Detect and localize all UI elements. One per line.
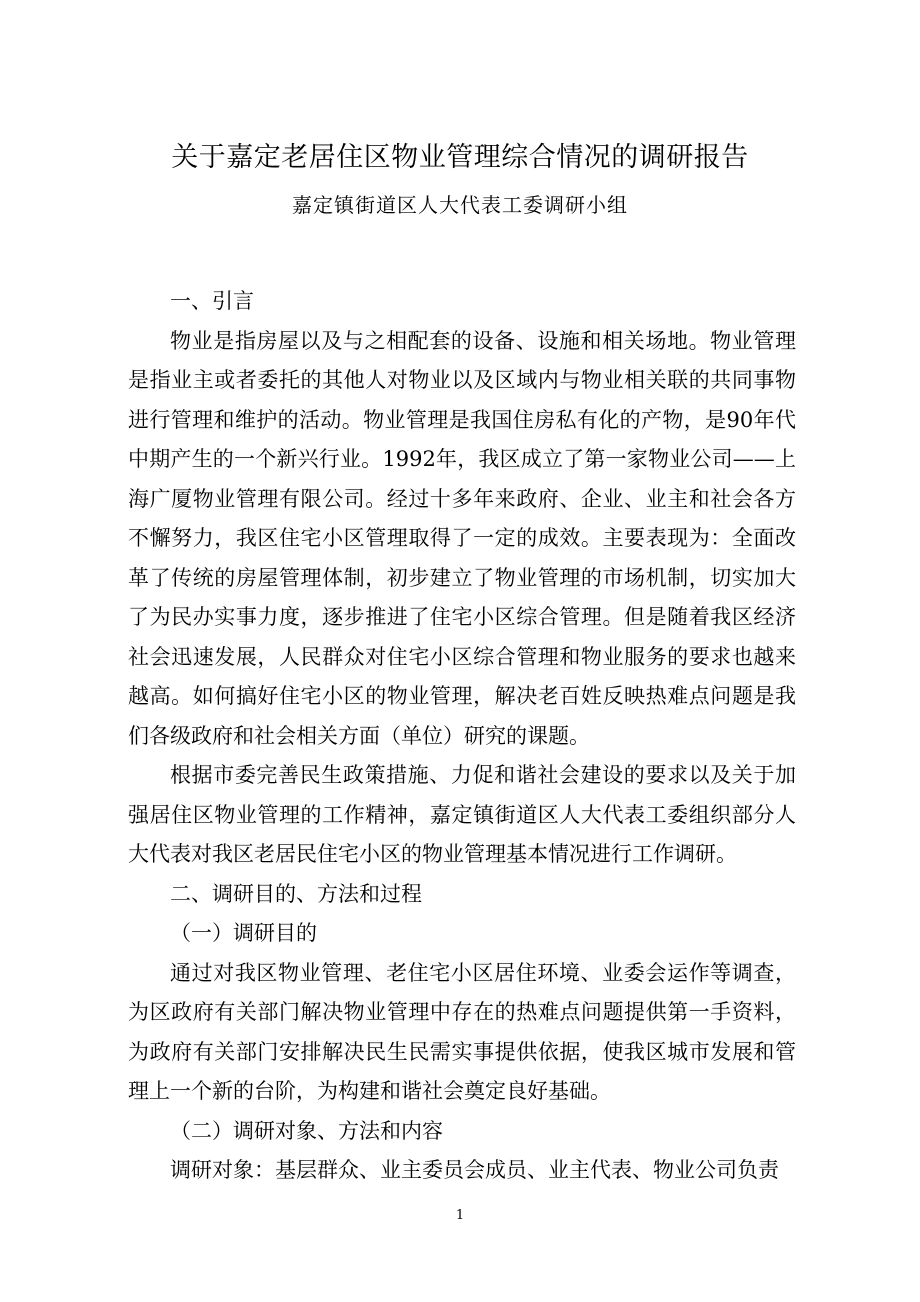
paragraph: 物业是指房屋以及与之相配套的设备、设施和相关场地。物业管理是指业主或者委托的其他人对物业以及区域内与物业相关联的共同事物进行管理和维护的活动。物业管理是我国住房私有化的产物，是90年代中期产生的一个新兴行业。1992年，我区成立了第一家物业公司——上海广厦物业管理有限公司。经过十多年来政府、企业、业主和社会各方不懈努力，我区住宅小区管理取得了一定的成效。主要表现为：全面改革了传统的房屋管理体制，初步建立了物业管理的市场机制，切实加大了为民办实事力度，逐步推进了住宅小区综合管理。但是随着我区经济社会迅速发展，人民群众对住宅小区综合管理和物业服务的要求也越来越高。如何搞好住宅小区的物业管理，解决老百姓反映热难点问题是我们各级政府和社会相关方面（单位）研究的课题。: [128, 328, 796, 748]
subsection-heading-purpose: （一）调研目的: [170, 921, 317, 945]
section-heading-introduction: 一、引言: [170, 289, 254, 313]
document-title: 关于嘉定老居住区物业管理综合情况的调研报告: [171, 142, 749, 173]
document-subtitle: 嘉定镇街道区人大代表工委调研小组: [292, 193, 628, 217]
paragraph: 根据市委完善民生政策措施、力促和谐社会建设的要求以及关于加强居住区物业管理的工作精神，嘉定镇街道区人大代表工委组织部分人大代表对我区老居民住宅小区的物业管理基本情况进行工作调研。: [128, 763, 796, 866]
subsection-heading-objects-methods: （二）调研对象、方法和内容: [170, 1118, 443, 1143]
paragraph: 通过对我区物业管理、老住宅小区居住环境、业委会运作等调查，为区政府有关部门解决物业管理中存在的热难点问题提供第一手资料，为政府有关部门安排解决民生民需实事提供依据，使我区城市发展和管理上一个新的台阶，为构建和谐社会奠定良好基础。: [128, 960, 796, 1103]
page-number: 1: [455, 1208, 465, 1223]
document-body: [128, 282, 796, 1191]
section-heading-research-purpose-method: 二、调研目的、方法和过程: [170, 881, 422, 906]
paragraph: 调研对象：基层群众、业主委员会成员、业主代表、物业公司负责: [170, 1158, 779, 1182]
